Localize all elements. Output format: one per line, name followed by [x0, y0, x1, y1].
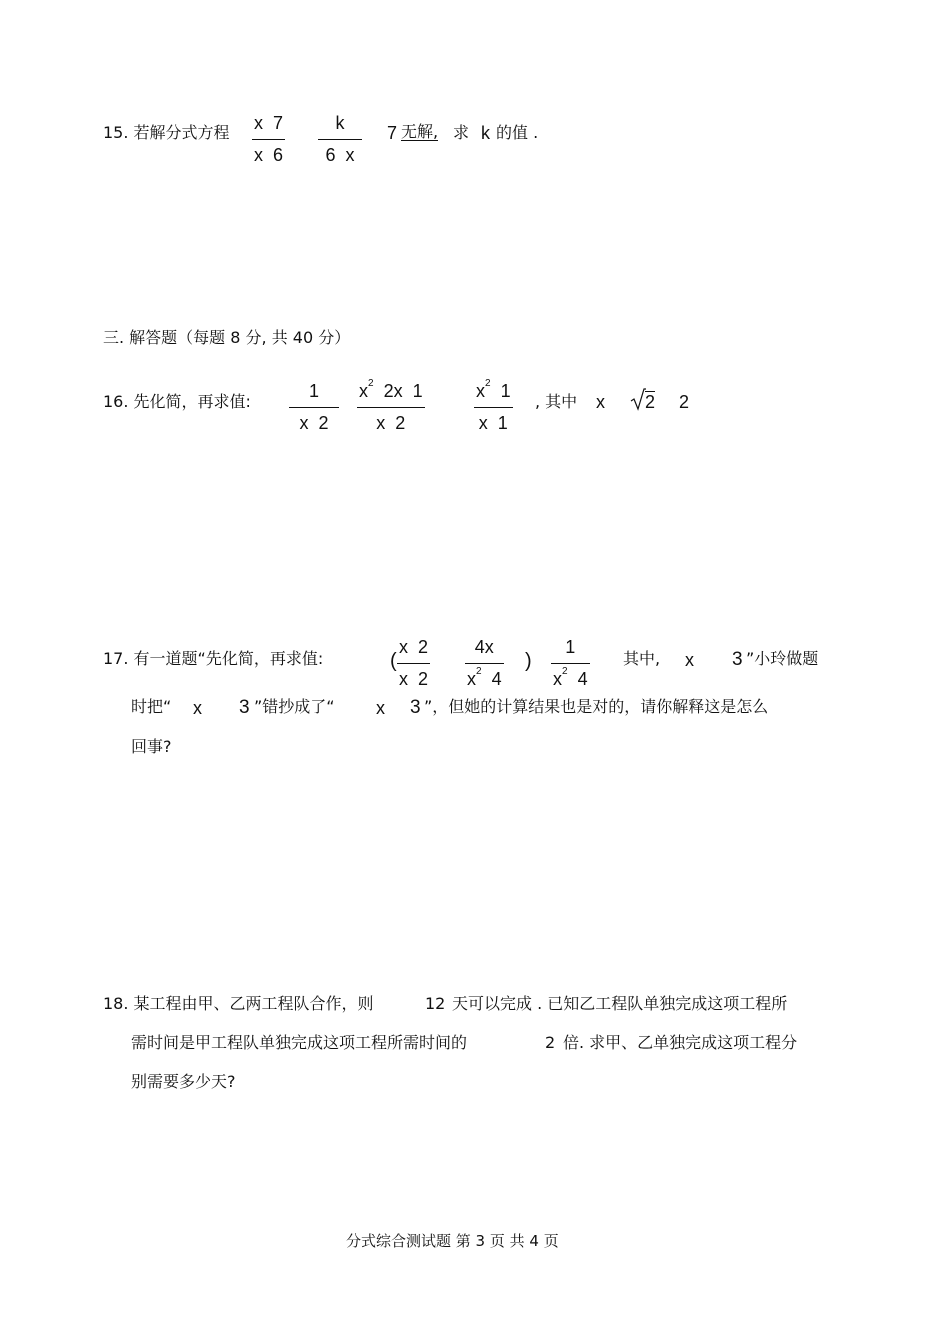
q17-where: 其中, [623, 649, 661, 668]
q16-where: , 其中 [535, 392, 578, 411]
q16-fraction-2: $x^2$ 2x 1 x 2 [359, 378, 423, 433]
q15-fraction-2-denominator: 6 x [325, 145, 355, 165]
q16-fraction-3: $x^2$ 1 x 1 [476, 378, 511, 433]
q18-days: 12 [425, 994, 446, 1013]
q17-line2-c: ”，但她的计算结果也是对的，请你解释这是怎么 [424, 697, 769, 716]
q16-x: x [596, 392, 605, 412]
q15-rhs: 7 [387, 123, 398, 143]
section-3-heading: 三. 解答题（每题 8 分, 共 40 分） [103, 328, 351, 347]
q17-line2-b: ”错抄成了“ [254, 697, 335, 716]
q17-x2: x [193, 698, 202, 718]
q16-fraction-1: 1 x 2 [289, 382, 339, 432]
q17-paren-open: ( [390, 650, 397, 672]
q17-paren-close: ) [525, 650, 532, 672]
q15-fraction-1-denominator: x 6 [254, 145, 284, 165]
q15-no-solution: 无解, [401, 122, 439, 141]
q17-x1: x [685, 650, 694, 670]
q15-tail: 的值 . [496, 123, 539, 142]
q18-line2-b: 倍. 求甲、乙单独完成这项工程分 [563, 1033, 798, 1052]
q15-fraction-1 [252, 114, 285, 164]
q18-line2-a: 需时间是甲工程队单独完成这项工程所需时间的 [131, 1033, 468, 1052]
q16-lead: 16. 先化简，再求值: [103, 392, 251, 411]
q15-fraction-2 [318, 114, 362, 164]
q17-v1: 3 [732, 649, 743, 670]
q18-line3: 别需要多少天? [131, 1072, 236, 1091]
q18-line1-b: 天可以完成 . 已知乙工程队单独完成这项工程所 [452, 994, 788, 1013]
q15-k: k [481, 123, 490, 143]
q15-fraction-1-numerator: x 7 [254, 113, 284, 133]
q17-fraction-1: x 2 x 2 [399, 637, 429, 689]
q17-v3: 3 [410, 697, 421, 718]
q17-x3: x [376, 698, 385, 718]
sqrt-symbol-icon [630, 388, 646, 412]
q17-line2-a: 时把“ [131, 697, 172, 716]
q17-fraction-3: 1 $x^2$ 4 [553, 637, 588, 689]
q17-lead: 17. 有一道题“先化简，再求值: [103, 649, 324, 668]
q16-sqrt-arg: 2 [645, 392, 656, 412]
q15-fraction-2-numerator: k [335, 113, 345, 133]
q17-fraction-2: 4x $x^2$ 4 [467, 637, 502, 689]
q17-v2: 3 [239, 697, 250, 718]
q18-times: 2 [545, 1033, 556, 1052]
q17-line3: 回事? [131, 737, 172, 756]
q18-line1-a: 18. 某工程由甲、乙两工程队合作，则 [103, 994, 374, 1013]
q17-text1: ”小玲做题 [746, 649, 819, 668]
q15-ask: 求 [453, 123, 470, 142]
page-footer: 分式综合测试题 第 3 页 共 4 页 [346, 1232, 559, 1250]
q16-rhs: 2 [679, 392, 690, 412]
q15-lead: 15. 若解分式方程 [103, 123, 230, 142]
